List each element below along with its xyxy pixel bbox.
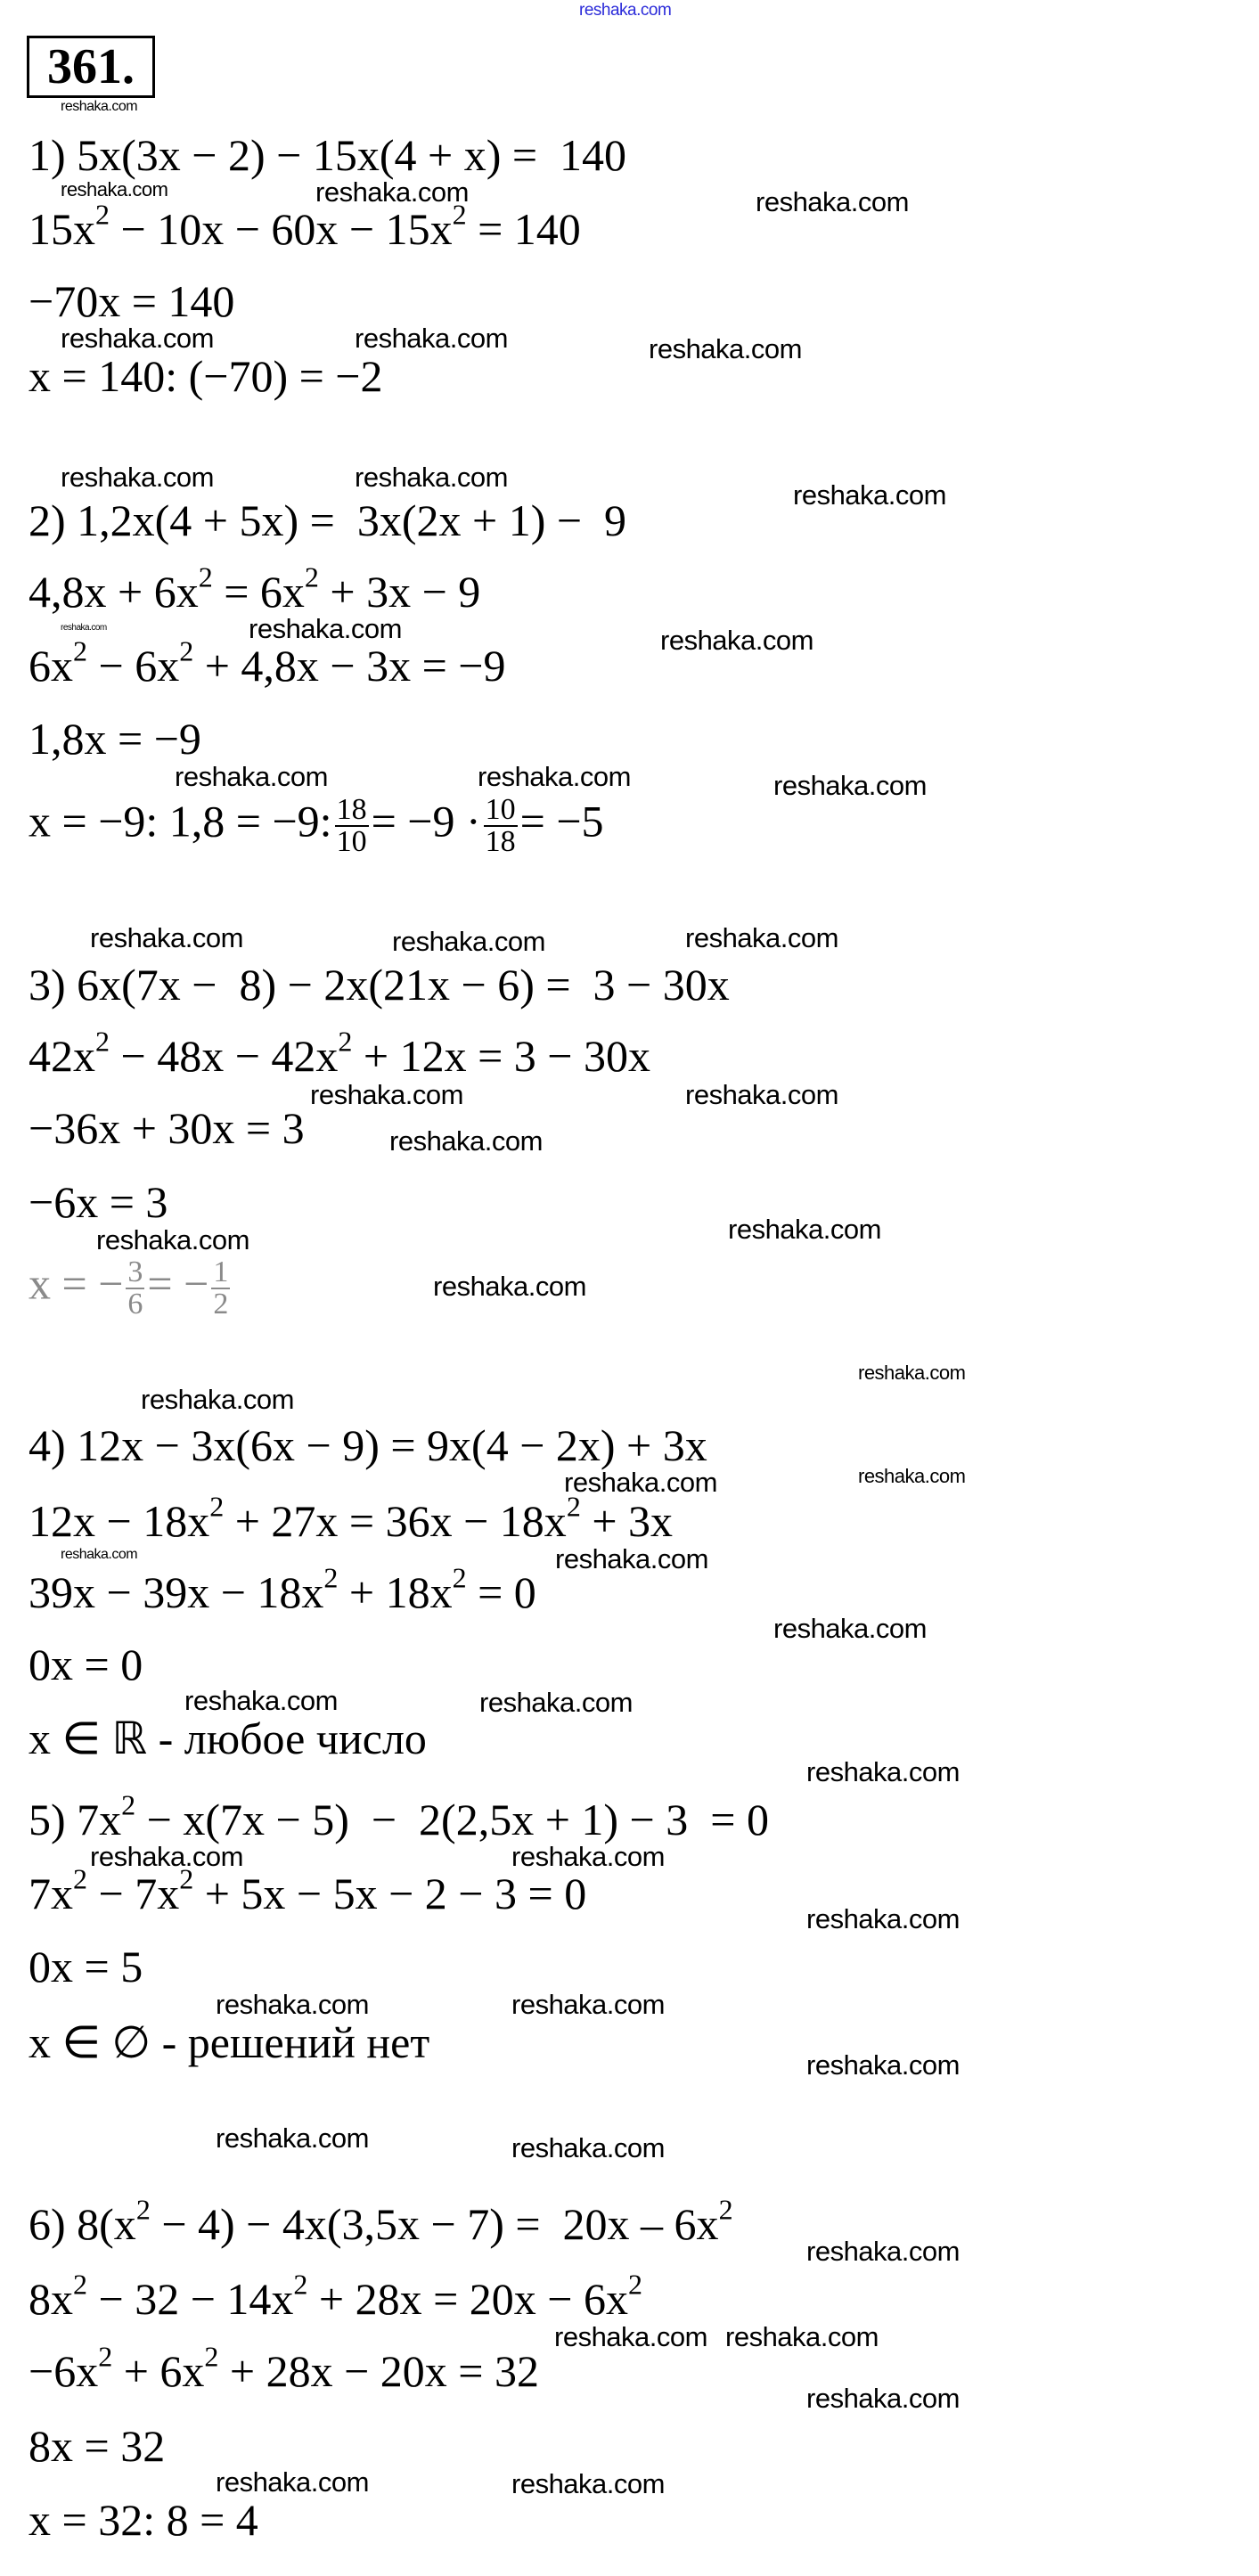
equation-text: = − — [147, 1258, 209, 1309]
equation-text: −6x = 3 — [29, 1177, 168, 1227]
equation-text: + 18x — [338, 1567, 453, 1617]
equation-text: − 10x − 60x − 15x — [110, 204, 453, 254]
equation-text: = 140 — [466, 204, 581, 254]
equation-text: + 12x = 3 − 30x — [352, 1031, 651, 1081]
equation-line — [29, 1103, 305, 1153]
exponent: 2 — [198, 560, 213, 593]
equation-text: + 27x = 36x − 18x — [224, 1496, 567, 1546]
equation-text: 12x − 18x — [29, 1496, 210, 1546]
equation-text: 0x = 5 — [29, 1942, 143, 1991]
equation-text: 4,8x + 6x — [29, 567, 199, 617]
equation-line — [29, 1420, 707, 1470]
watermark: reshaka.com — [184, 1685, 338, 1716]
equation-line — [29, 130, 627, 180]
equation-line — [29, 351, 383, 401]
equation-text: 5) 7x — [29, 1795, 122, 1844]
watermark: reshaka.com — [355, 462, 508, 493]
watermark: reshaka.com — [216, 2466, 369, 2498]
exponent: 2 — [323, 1561, 339, 1594]
equation-text: 6x — [29, 641, 73, 691]
watermark: reshaka.com — [61, 99, 138, 114]
equation-line — [29, 960, 730, 1010]
exponent: 2 — [135, 2193, 151, 2226]
denominator: 18 — [485, 825, 516, 858]
exponent: 2 — [179, 1862, 194, 1895]
equation-text: 1,8x = −9 — [29, 714, 201, 764]
watermark: reshaka.com — [806, 2049, 960, 2081]
watermark: reshaka.com — [511, 1841, 665, 1872]
watermark: reshaka.com — [773, 1613, 927, 1644]
equation-line — [29, 2495, 258, 2545]
equation-line — [29, 2421, 166, 2471]
equation-text: = −9 · — [371, 796, 481, 846]
watermark: reshaka.com — [511, 2468, 665, 2499]
watermark: reshaka.com — [96, 1224, 249, 1255]
equation-text: − 48x − 42x — [110, 1031, 339, 1081]
exponent: 2 — [121, 1788, 136, 1821]
watermark: reshaka.com — [61, 1547, 138, 1562]
equation-text: x = 32: 8 = 4 — [29, 2495, 258, 2545]
watermark: reshaka.com — [579, 1, 672, 20]
equation-line — [29, 1025, 651, 1081]
watermark: reshaka.com — [478, 761, 631, 792]
exponent: 2 — [304, 560, 319, 593]
watermark: reshaka.com — [61, 178, 168, 200]
exponent: 2 — [73, 634, 87, 667]
numerator: 1 — [213, 1255, 229, 1288]
exponent: 2 — [95, 1025, 110, 1058]
exponent: 2 — [718, 2193, 733, 2226]
equation-text: + 3x — [580, 1496, 674, 1546]
equation-text: = 6x — [212, 567, 305, 617]
numerator: 3 — [127, 1255, 143, 1288]
watermark: reshaka.com — [355, 323, 508, 354]
watermark: reshaka.com — [564, 1467, 717, 1498]
watermark: reshaka.com — [175, 761, 328, 792]
equation-text: x = − — [29, 1258, 124, 1309]
equation-line — [29, 2268, 643, 2324]
watermark: reshaka.com — [90, 1841, 243, 1872]
watermark: reshaka.com — [555, 1543, 708, 1574]
equation-line — [29, 1561, 536, 1617]
equation-text: x = −9: 1,8 = −9: — [29, 796, 332, 846]
exponent: 2 — [293, 2268, 308, 2301]
equation-line — [29, 1257, 233, 1320]
watermark: reshaka.com — [858, 1465, 966, 1487]
equation-line — [29, 1788, 769, 1844]
equation-text: + 3x − 9 — [318, 567, 481, 617]
problem-number: 361. — [27, 36, 155, 98]
equation-line — [29, 2017, 430, 2067]
equation-text: + 5x − 5x − 2 − 3 = 0 — [193, 1869, 587, 1918]
equation-text: 7x — [29, 1869, 73, 1918]
equation-line — [29, 634, 506, 691]
watermark: reshaka.com — [806, 1903, 960, 1934]
fraction — [335, 795, 369, 857]
equation-line — [29, 560, 481, 617]
numerator: 18 — [336, 793, 367, 826]
watermark: reshaka.com — [554, 2321, 707, 2352]
watermark: reshaka.com — [315, 176, 469, 208]
watermark: reshaka.com — [649, 333, 802, 364]
watermark: reshaka.com — [685, 1079, 838, 1110]
watermark: reshaka.com — [216, 2122, 369, 2154]
watermark: reshaka.com — [61, 462, 214, 493]
equation-text: x = 140: (−70) = −2 — [29, 351, 383, 401]
watermark: reshaka.com — [756, 186, 909, 217]
equation-line — [29, 795, 604, 857]
equation-line — [29, 1642, 143, 1687]
watermark: reshaka.com — [511, 2132, 665, 2163]
exponent: 2 — [209, 1490, 225, 1523]
equation-text: − 32 − 14x — [87, 2274, 294, 2324]
fraction — [126, 1257, 144, 1320]
watermark: reshaka.com — [389, 1125, 543, 1157]
equation-line — [29, 2193, 733, 2249]
denominator: 6 — [127, 1288, 143, 1321]
exponent: 2 — [204, 2340, 219, 2373]
watermark: reshaka.com — [685, 922, 838, 953]
equation-text: − 6x — [87, 641, 180, 691]
watermark: reshaka.com — [511, 1989, 665, 2020]
equation-text: − 4) − 4x(3,5x − 7) = 20x – 6x — [150, 2199, 719, 2249]
watermark: reshaka.com — [433, 1271, 586, 1302]
watermark: reshaka.com — [793, 479, 946, 511]
exponent: 2 — [73, 2268, 87, 2301]
equation-text: 2) 1,2x(4 + 5x) = 3x(2x + 1) − 9 — [29, 495, 627, 545]
exponent: 2 — [179, 634, 194, 667]
equation-text: 42x — [29, 1031, 95, 1081]
equation-line — [29, 1177, 168, 1227]
equation-text: x ∈ ∅ - решений нет — [29, 2017, 430, 2067]
equation-text: 39x − 39x − 18x — [29, 1567, 324, 1617]
watermark: reshaka.com — [141, 1384, 294, 1415]
watermark: reshaka.com — [806, 2383, 960, 2414]
fraction — [211, 1257, 230, 1320]
watermark: reshaka.com — [216, 1989, 369, 2020]
equation-line — [29, 198, 581, 254]
equation-text: = 0 — [466, 1567, 536, 1617]
exponent: 2 — [628, 2268, 643, 2301]
watermark: reshaka.com — [479, 1687, 633, 1718]
equation-text: 8x — [29, 2274, 73, 2324]
equation-line — [29, 2340, 540, 2396]
equation-text: − 7x — [87, 1869, 180, 1918]
equation-text: + 6x — [112, 2346, 205, 2396]
equation-text: + 4,8x − 3x = −9 — [193, 641, 506, 691]
equation-line — [29, 1862, 587, 1918]
equation-text: −6x — [29, 2346, 99, 2396]
watermark: reshaka.com — [61, 623, 107, 633]
watermark: reshaka.com — [858, 1362, 966, 1384]
watermark: reshaka.com — [773, 770, 927, 801]
watermark: reshaka.com — [806, 2236, 960, 2267]
equation-text: 6) 8(x — [29, 2199, 136, 2249]
exponent: 2 — [566, 1490, 581, 1523]
equation-line — [29, 276, 235, 326]
equation-text: 8x = 32 — [29, 2421, 166, 2471]
equation-line — [29, 495, 627, 545]
exponent: 2 — [95, 198, 110, 231]
watermark: reshaka.com — [249, 613, 402, 644]
equation-line — [29, 1490, 674, 1546]
watermark: reshaka.com — [61, 323, 214, 354]
equation-text: − x(7x − 5) − 2(2,5x + 1) − 3 = 0 — [135, 1795, 769, 1844]
exponent: 2 — [452, 1561, 467, 1594]
equation-line — [29, 1713, 427, 1763]
watermark: reshaka.com — [728, 1214, 881, 1245]
denominator: 10 — [336, 825, 367, 858]
equation-text: −70x = 140 — [29, 276, 235, 326]
equation-line — [29, 714, 201, 764]
fraction — [484, 795, 518, 857]
watermark: reshaka.com — [660, 625, 813, 656]
watermark: reshaka.com — [90, 922, 243, 953]
equation-line — [29, 1944, 143, 1989]
equation-text: 1) 5x(3x − 2) − 15x(4 + x) = 140 — [29, 130, 627, 180]
watermark: reshaka.com — [725, 2321, 879, 2352]
exponent: 2 — [73, 1862, 87, 1895]
equation-text: 15x — [29, 204, 95, 254]
equation-text: + 28x = 20x − 6x — [307, 2274, 629, 2324]
equation-text: −36x + 30x = 3 — [29, 1103, 305, 1153]
numerator: 10 — [485, 793, 516, 826]
equation-text: = −5 — [519, 796, 604, 846]
equation-text: 3) 6x(7x − 8) − 2x(21x − 6) = 3 − 30x — [29, 960, 730, 1010]
watermark: reshaka.com — [806, 1756, 960, 1787]
denominator: 2 — [213, 1288, 229, 1321]
watermark: reshaka.com — [392, 926, 545, 957]
equation-text: 0x = 0 — [29, 1640, 143, 1689]
equation-text: 4) 12x − 3x(6x − 9) = 9x(4 − 2x) + 3x — [29, 1420, 707, 1470]
exponent: 2 — [452, 198, 467, 231]
watermark: reshaka.com — [310, 1079, 463, 1110]
exponent: 2 — [98, 2340, 113, 2373]
exponent: 2 — [338, 1025, 353, 1058]
equation-text: x ∈ ℝ - любое число — [29, 1713, 427, 1763]
equation-text: + 28x − 20x = 32 — [218, 2346, 540, 2396]
